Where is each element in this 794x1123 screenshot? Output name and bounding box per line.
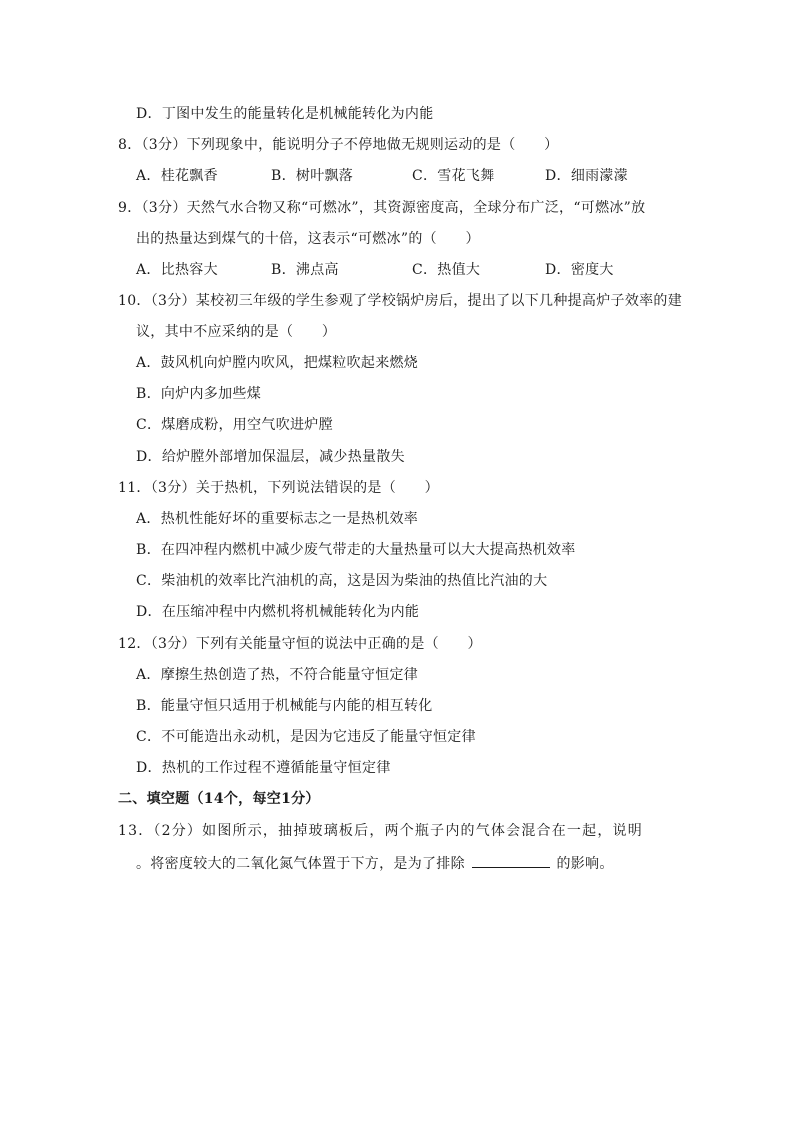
q13-text-part1: 。将密度较大的二氧化氮气体置于下方，是为了排除 (136, 856, 465, 872)
q9-option-b: B．沸点高 (271, 262, 339, 278)
q11-option-a: A．热机性能好坏的重要标志之一是热机效率 (136, 511, 419, 527)
q11-stem: 11．（3分）关于热机，下列说法错误的是（ ） (118, 480, 439, 496)
q8-option-c: C．雪花飞舞 (412, 168, 495, 184)
q12-option-c: C．不可能造出永动机，是因为它违反了能量守恒定律 (136, 729, 476, 745)
q12-stem: 12．（3分）下列有关能量守恒的说法中正确的是（ ） (118, 636, 482, 652)
q10-option-d: D．给炉膛外部增加保温层，减少热量散失 (136, 449, 405, 465)
q11-option-c: C．柴油机的效率比汽油机的高，这是因为柴油的热值比汽油的大 (136, 573, 548, 589)
q7-option-d: D．丁图中发生的能量转化是机械能转化为内能 (136, 106, 434, 122)
q12-option-d: D．热机的工作过程不遵循能量守恒定律 (136, 760, 391, 776)
q8-option-b: B．树叶飘落 (271, 168, 354, 184)
q9-option-a: A．比热容大 (136, 262, 218, 278)
q9-option-d: D．密度大 (545, 262, 614, 278)
q10-option-c: C．煤磨成粉，用空气吹进炉膛 (136, 417, 333, 433)
q10-option-a: A．鼓风机向炉膛内吹风，把煤粒吹起来燃烧 (136, 355, 419, 371)
answer-blank[interactable] (472, 853, 550, 868)
q10-stem-line1: 10．（3分）某校初三年级的学生参观了学校锅炉房后，提出了以下几种提高炉子效率的建 (118, 293, 683, 309)
q9-option-c: C．热值大 (412, 262, 481, 278)
section-title-fill-blank: 二、填空题（14个，每空1分） (118, 791, 320, 807)
q13-text-part2: 的影响。 (556, 856, 614, 872)
q10-stem-line2: 议，其中不应采纳的是（ ） (136, 324, 337, 340)
q11-option-d: D．在压缩冲程中内燃机将机械能转化为内能 (136, 604, 420, 620)
q12-option-b: B．能量守恒只适用于机械能与内能的相互转化 (136, 698, 433, 714)
q13-stem-line1: 13．（2分）如图所示，抽掉玻璃板后，两个瓶子内的气体会混合在一起，说明 (118, 823, 643, 839)
q11-option-b: B．在四冲程内燃机中减少废气带走的大量热量可以大大提高热机效率 (136, 542, 576, 558)
q8-option-d: D．细雨濛濛 (545, 168, 629, 184)
q8-stem: 8．（3分）下列现象中，能说明分子不停地做无规则运动的是（ ） (118, 137, 559, 153)
q9-stem-line1: 9．（3分）天然气水合物又称“可燃冰”，其资源密度高，全球分布广泛，“可燃冰”放 (118, 200, 646, 216)
q10-option-b: B．向炉内多加些煤 (136, 386, 261, 402)
q13-stem-line2 (136, 853, 614, 873)
q12-option-a: A．摩擦生热创造了热，不符合能量守恒定律 (136, 667, 419, 683)
q9-stem-line2: 出的热量达到煤气的十倍，这表示“可燃冰”的（ ） (136, 231, 480, 247)
q8-option-a: A．桂花飘香 (136, 168, 218, 184)
